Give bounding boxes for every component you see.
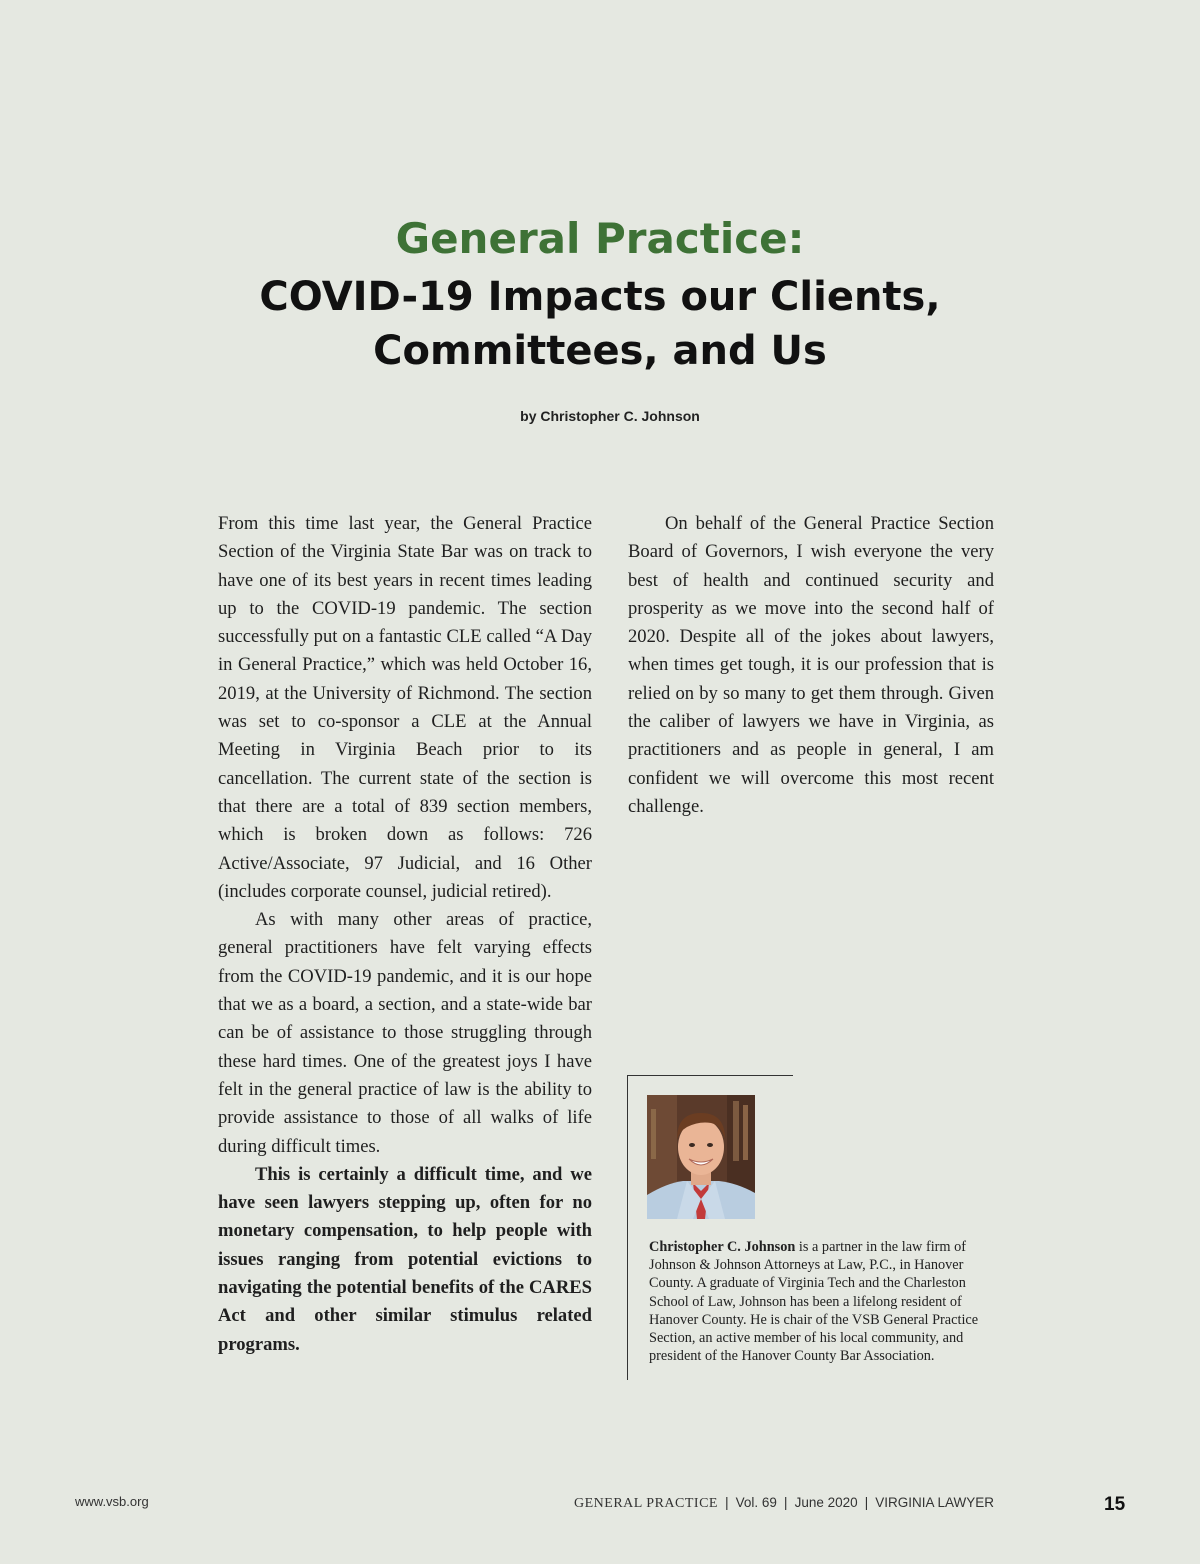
article-title-line-1: COVID-19 Impacts our Clients, bbox=[259, 274, 941, 320]
footer-section: GENERAL PRACTICE bbox=[574, 1496, 718, 1511]
author-bio-box bbox=[627, 1075, 1000, 1380]
right-column bbox=[628, 510, 994, 821]
author-photo bbox=[647, 1095, 755, 1219]
paragraph-4: On behalf of the General Practice Section Board of Governors, I wish everyone the very best of health and continued security and prosperity as we move into the second half of 2020. Despite all of the jokes about lawyers, when times get tough, it is our profession that is relied on by so many to get them through. Given the caliber of lawyers we have in Virginia, as practitioners and as people in general, I am confident we will overcome this most recent challenge. bbox=[628, 513, 994, 817]
bio-author-name: Christopher C. Johnson bbox=[649, 1239, 796, 1255]
bio-divider bbox=[628, 1075, 793, 1076]
bio-text: is a partner in the law firm of Johnson & Johnson Attorneys at Law, P.C., in Hanover County. A graduate of Virginia Tech and the Charleston School of Law, Johnson has been a lifelong resident of Hanover County. He is chair of the VSB General Practice Section, an active member of his local community, and president of the Hanover County Bar Association. bbox=[649, 1239, 979, 1365]
footer-folio bbox=[574, 1494, 994, 1512]
footer-date: June 2020 bbox=[794, 1495, 858, 1510]
article-title-line-2: Committees, and Us bbox=[373, 328, 827, 374]
byline: by Christopher C. Johnson bbox=[520, 408, 700, 424]
footer-separator: | bbox=[864, 1494, 869, 1510]
footer-separator: | bbox=[724, 1494, 729, 1510]
author-portrait-image bbox=[647, 1095, 755, 1219]
footer-separator: | bbox=[783, 1494, 788, 1510]
footer-publication: VIRGINIA LAWYER bbox=[875, 1495, 995, 1510]
article-title bbox=[0, 270, 1200, 378]
paragraph-2: As with many other areas of practice, general practitioners have felt varying effects from the COVID-19 pandemic, and it is our hope that we as a board, a section, and a state-wide bar can be of assistance to those struggling through these hard times. One of the greatest joys I have felt in the general practice of law is the ability to provide assistance to those of all walks of life during difficult times. bbox=[218, 909, 592, 1157]
paragraph-1: From this time last year, the General Practice Section of the Virginia State Bar was on track to have one of its best years in recent times leading up to the COVID-19 pandemic. The section successfully put on a fantastic CLE called “A Day in General Practice,” which was held October 16, 2019, at the University of Richmond. The section was set to co-sponsor a CLE at the Annual Meeting in Virginia Beach prior to its cancellation. The current state of the section is that there are a total of 839 section members, which is broken down as follows: 726 Active/Associate, 97 Judicial, and 16 Other (includes corporate counsel, judicial retired). bbox=[218, 513, 592, 902]
paragraph-3-bold: This is certainly a difficult time, and we have seen lawyers stepping up, often for no monetary compensation, to help people with issues ranging from potential evictions to navigating the potential benefits of the CARES Act and other similar stimulus related programs. bbox=[218, 1163, 592, 1355]
author-bio bbox=[649, 1238, 1001, 1365]
footer-website: www.vsb.org bbox=[75, 1494, 149, 1509]
section-title: General Practice: bbox=[395, 214, 805, 263]
left-column bbox=[218, 510, 592, 1359]
page-number: 15 bbox=[1104, 1494, 1126, 1515]
footer-volume: Vol. 69 bbox=[735, 1495, 777, 1510]
